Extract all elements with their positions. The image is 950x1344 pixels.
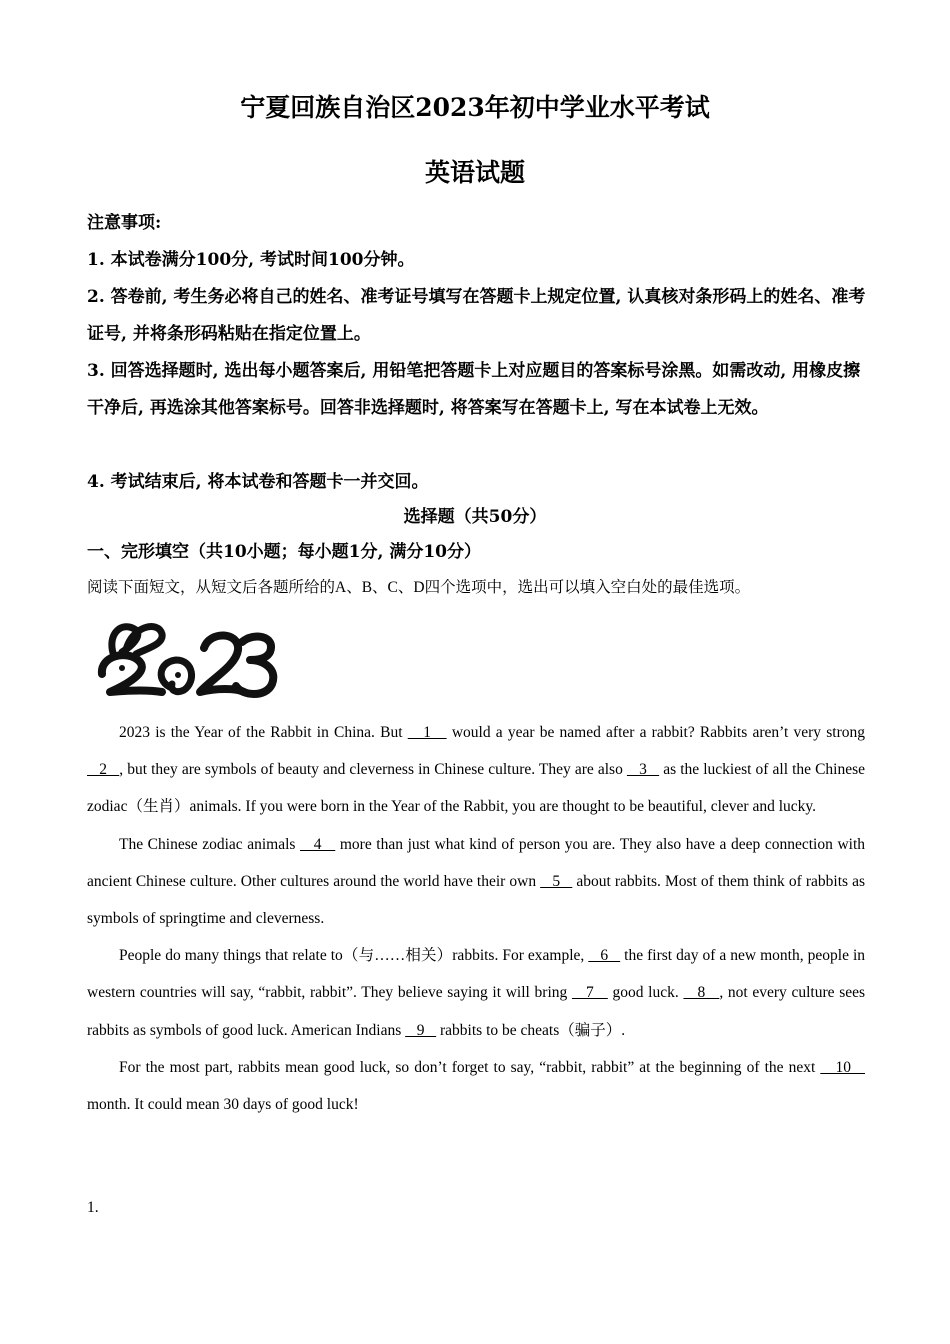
- passage-paragraph-2: [87, 826, 865, 938]
- passage-text: , but they are symbols of beauty and cleverness in Chinese culture. They are also: [119, 761, 627, 779]
- passage-text: the first day of a new month, people in western countries will say, “rabbit, rabbit”. They believe saying it will bring: [87, 947, 866, 1002]
- cloze-passage: [87, 714, 865, 1123]
- notice-item-3: 3. 回答选择题时, 选出每小题答案后, 用铅笔把答题卡上对应题目的答案标号涂黑。如需改动, 用橡皮擦干净后, 再选涂其他答案标号。回答非选择题时, 将答案写在答题卡上, 写在本试卷上无效。: [87, 361, 861, 418]
- passage-text: good luck.: [607, 984, 684, 1002]
- passage-paragraph-3: [87, 937, 865, 1049]
- blank-4: 4: [300, 835, 336, 853]
- passage-text: 2023 is the Year of the Rabbit in China. But: [119, 724, 408, 741]
- passage-text: For the most part, rabbits mean good luck, so don’t forget to say, “rabbit, rabbit” at the beginning of the next: [119, 1058, 821, 1076]
- blank-3: 3: [626, 761, 660, 779]
- rabbit-2023-icon: [92, 612, 282, 704]
- blank-2: 2: [87, 761, 120, 779]
- blank-5: 5: [540, 872, 573, 890]
- rabbit-2023-logo: [92, 612, 282, 704]
- passage-text: as the luckiest of all the Chinese zodiac（生肖）animals. If you were born in the Year of the Rabbit, you are thought to be beautiful, clever and lucky.: [87, 761, 866, 816]
- notice-item-1: 1. 本试卷满分100分, 考试时间100分钟。: [87, 250, 415, 270]
- passage-text: about rabbits. Most of them think of rabbits as symbols of springtime and cleverness.: [87, 872, 866, 928]
- blank-1: 1: [407, 724, 447, 741]
- passage-paragraph-1: [87, 714, 865, 826]
- passage-text: month. It could mean 30 days of good luck!: [87, 1096, 359, 1114]
- blank-6: 6: [588, 947, 621, 965]
- part-heading: 一、完形填空（共10小题；每小题1分, 满分10分）: [87, 542, 481, 562]
- passage-paragraph-4: [87, 1049, 865, 1123]
- passage-text: more than just what kind of person you are. They also have a deep connection with ancient Chinese culture. Other cultures around the world have their own: [87, 835, 865, 890]
- passage-text: The Chinese zodiac animals: [119, 835, 301, 853]
- question-number: 1.: [87, 1199, 99, 1216]
- blank-7: 7: [571, 984, 608, 1002]
- section-heading: 选择题（共50分）: [403, 507, 547, 527]
- blank-9: 9: [405, 1021, 437, 1039]
- notice-heading: 注意事项:: [87, 213, 162, 233]
- blank-8: 8: [683, 984, 720, 1002]
- notice-item-2: 2. 答卷前, 考生务必将自己的姓名、准考证号填写在答题卡上规定位置, 认真核对条形码上的姓名、准考证号, 并将条形码粘贴在指定位置上。: [87, 287, 866, 344]
- exam-title: 宁夏回族自治区2023年初中学业水平考试: [240, 93, 710, 122]
- passage-text: would a year be named after a rabbit? Rabbits aren’t very strong: [446, 724, 865, 741]
- passage-text: , not every culture sees rabbits as symbols of good luck. American Indians: [87, 984, 866, 1039]
- notice-item-4: 4. 考试结束后, 将本试卷和答题卡一并交回。: [87, 472, 429, 492]
- instruction-text: 阅读下面短文，从短文后各题所给的A、B、C、D四个选项中，选出可以填入空白处的最佳选项。: [87, 579, 751, 596]
- exam-subtitle: 英语试题: [424, 158, 525, 187]
- passage-text: People do many things that relate to（与……相关）rabbits. For example,: [119, 947, 589, 965]
- blank-10: 10: [820, 1058, 865, 1076]
- passage-text: rabbits to be cheats（骗子）.: [436, 1021, 626, 1039]
